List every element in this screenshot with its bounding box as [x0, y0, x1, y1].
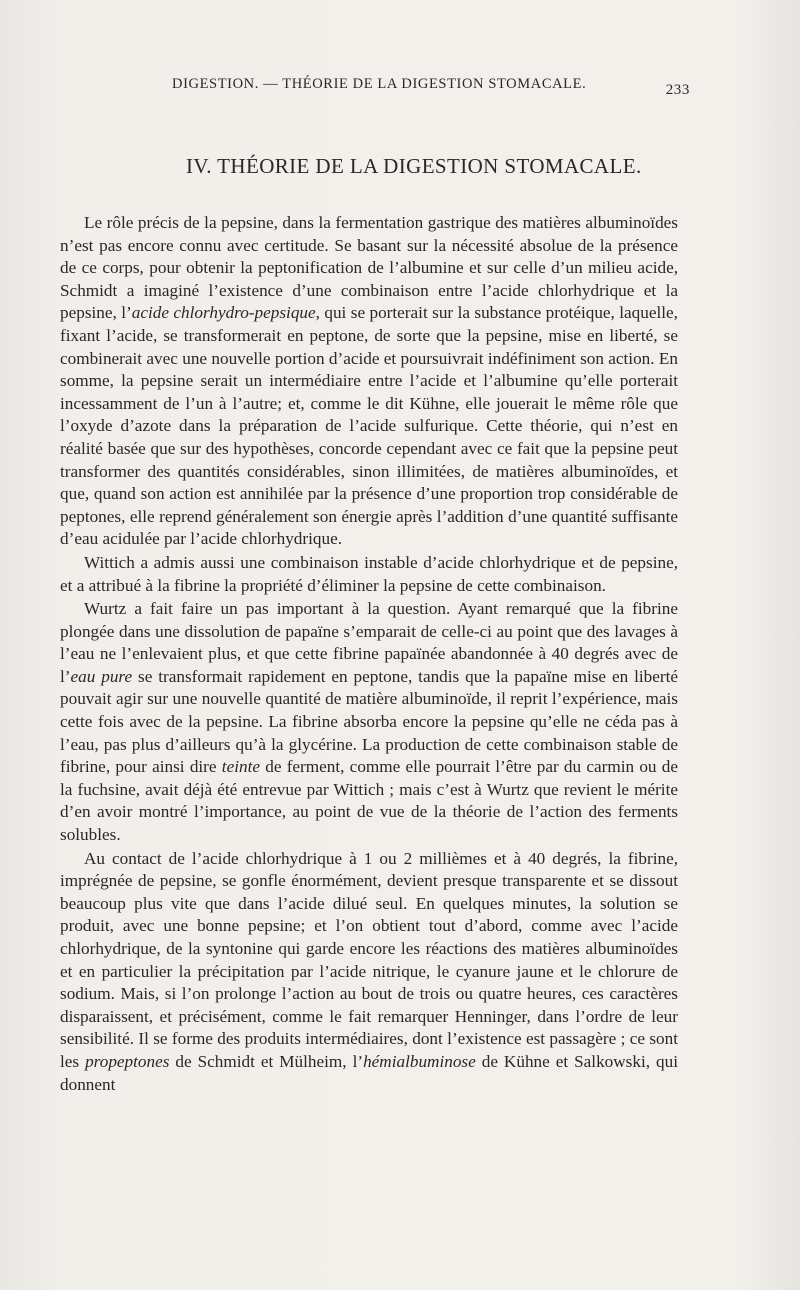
page-number: 233: [665, 82, 690, 98]
section-title: IV. THÉORIE DE LA DIGESTION STOMACALE.: [186, 154, 642, 178]
paragraph: Wurtz a fait faire un pas important à la question. Ayant remarqué que la fibrine plongée dans une dissolution de papaïne s’emparait de celle-ci au point que des lavages à l’eau ne l’enlevaient plus, et que cette fibrine papaïnée abandonnée à 40 degrés avec de l’eau pure se transformait rapidement en peptone, tandis que la papaïne mise en liberté pouvait agir sur une nouvelle quantité de matière albuminoïde, il reprit l’expérience, mais cette fois avec de la pepsine. La fibrine absorba encore la pepsine qu’elle ne céda pas à l’eau, pas plus d’ailleurs qu’à la glycérine. La production de cette combinaison stable de fibrine, pour ainsi dire teinte de ferment, comme elle pourrait l’être par du carmin ou de la fuchsine, avait déjà été entrevue par Wittich ; mais c’est à Wurtz que revient le mérite d’en avoir montré l’importance, au point de vue de la théorie de l’action des ferments solubles.: [60, 599, 678, 845]
body-text: [60, 212, 678, 1096]
paragraph: Au contact de l’acide chlorhydrique à 1 ou 2 millièmes et à 40 degrés, la fibrine, imprégnée de pepsine, se gonfle énormément, devient presque transparente et se dissout beaucoup plus vite que dans l’acide dilué seul. En quelques minutes, la solution se produit, avec une bonne pepsine; et l’on obtient tout d’abord, comme avec l’acide chlorhydrique, de la syntonine qui garde encore les réactions des matières albuminoïdes et en particulier la précipitation par l’acide nitrique, le cyanure jaune et le chlorure de sodium. Mais, si l’on prolonge l’action au bout de trois ou quatre heures, ces caractères disparaissent, et précisément, comme le fait remarquer Henninger, dans l’ordre de leur sensibilité. Il se forme des produits intermédiaires, dont l’existence est passagère ; ce sont les propeptones de Schmidt et Mülheim, l’hémialbuminose de Kühne et Salkowski, qui donnent: [60, 848, 678, 1094]
running-title: DIGESTION. — THÉORIE DE LA DIGESTION STOMACALE.: [172, 76, 587, 92]
paragraph: Wittich a admis aussi une combinaison instable d’acide chlorhydrique et de pepsine, et a attribué à la fibrine la propriété d’éliminer la pepsine de cette combinaison.: [60, 552, 678, 595]
paragraph: Le rôle précis de la pepsine, dans la fermentation gastrique des matières albuminoïdes n’est pas encore connu avec certitude. Se basant sur la nécessité absolue de la présence de ce corps, pour obtenir la peptonification de l’albumine et sur celle d’un milieu acide, Schmidt a imaginé l’existence d’une combinaison entre l’acide chlorhydrique et la pepsine, l’acide chlorhydro-pepsique, qui se porterait sur la substance protéique, laquelle, fixant l’acide, se transformerait en peptone, de sorte que la pepsine, mise en liberté, se combinerait avec une nouvelle portion d’acide et poursuivrait indéfiniment son action. En somme, la pepsine serait un intermédiaire entre l’acide et l’albumine qu’elle porterait incessamment de l’un à l’autre; et, comme le dit Kühne, elle jouerait le même rôle que l’oxyde d’azote dans la préparation de l’acide sulfurique. Cette théorie, qui n’est en réalité basée que sur des hypothèses, concorde cependant avec ce fait que la pepsine peut transformer des quantités considérables, sinon illimitées, de matières albuminoïdes, et que, quand son action est annihilée par la présence d’une proportion trop considérable de peptones, elle reprend généralement son énergie après l’addition d’une quantité suffisante d’eau acidulée par l’acide chlorhydrique.: [60, 213, 678, 549]
